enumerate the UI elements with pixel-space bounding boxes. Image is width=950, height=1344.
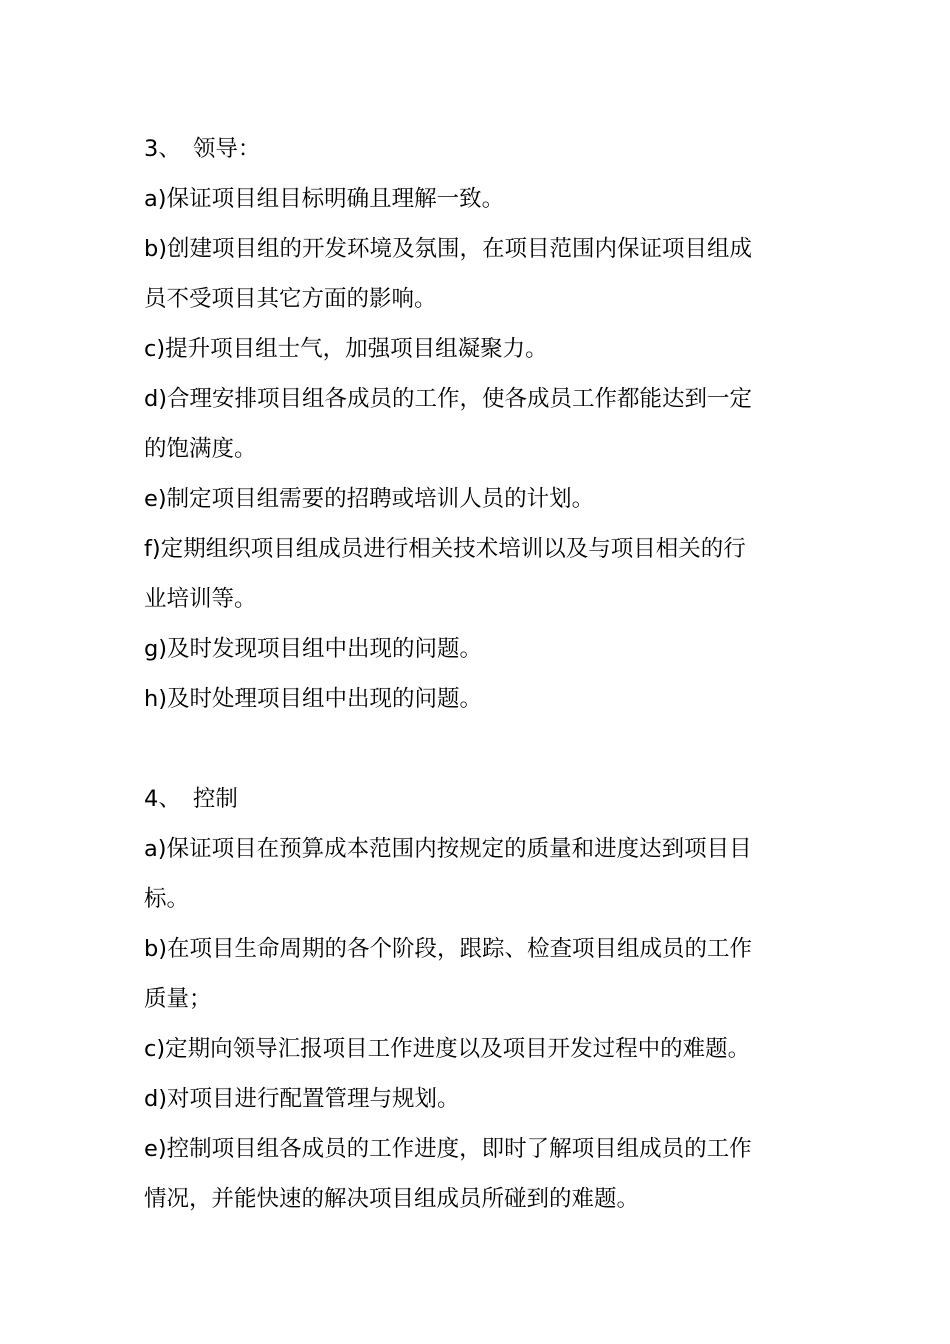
- section-3-line: g)及时发现项目组中出现的问题。: [144, 636, 483, 662]
- section-4-line: 质量；: [144, 986, 212, 1012]
- section-4-line: c)定期向领导汇报项目工作进度以及项目开发过程中的难题。: [144, 1036, 751, 1062]
- section-3-line: a)保证项目组目标明确且理解一致。: [144, 186, 505, 212]
- section-4-line: e)控制项目组各成员的工作进度，即时了解项目组成员的工作: [144, 1136, 752, 1162]
- section-4-heading: [144, 774, 824, 824]
- section-3-line: e)制定项目组需要的招聘或培训人员的计划。: [144, 486, 595, 512]
- section-3-line: d)合理安排项目组各成员的工作，使各成员工作都能达到一定: [144, 386, 753, 412]
- section-3-line: h)及时处理项目组中出现的问题。: [144, 686, 483, 712]
- section-4-title: 控制: [192, 786, 238, 812]
- section-3-heading: [144, 124, 824, 174]
- document-content: [144, 124, 824, 1224]
- section-3-line: f)定期组织项目组成员进行相关技术培训以及与项目相关的行: [144, 536, 746, 562]
- section-3-title: 领导：: [192, 136, 261, 162]
- section-3-line: c)提升项目组士气，加强项目组凝聚力。: [144, 336, 548, 362]
- section-3-line: 员不受项目其它方面的影响。: [144, 286, 437, 312]
- section-3-line: 的饱满度。: [144, 436, 257, 462]
- section-4-line: b)在项目生命周期的各个阶段，跟踪、检查项目组成员的工作: [144, 936, 753, 962]
- section-spacer: [144, 724, 824, 774]
- section-4-line: d)对项目进行配置管理与规划。: [144, 1086, 460, 1112]
- section-4-line: 情况，并能快速的解决项目组成员所碰到的难题。: [144, 1186, 640, 1212]
- section-4-line: 标。: [144, 886, 190, 912]
- section-3-line: 业培训等。: [144, 586, 257, 612]
- section-4-number: 4、: [144, 786, 181, 812]
- section-3-line: b)创建项目组的开发环境及氛围，在项目范围内保证项目组成: [144, 236, 753, 262]
- section-3-number: 3、: [144, 136, 181, 162]
- section-4-line: a)保证项目在预算成本范围内按规定的质量和进度达到项目目: [144, 836, 752, 862]
